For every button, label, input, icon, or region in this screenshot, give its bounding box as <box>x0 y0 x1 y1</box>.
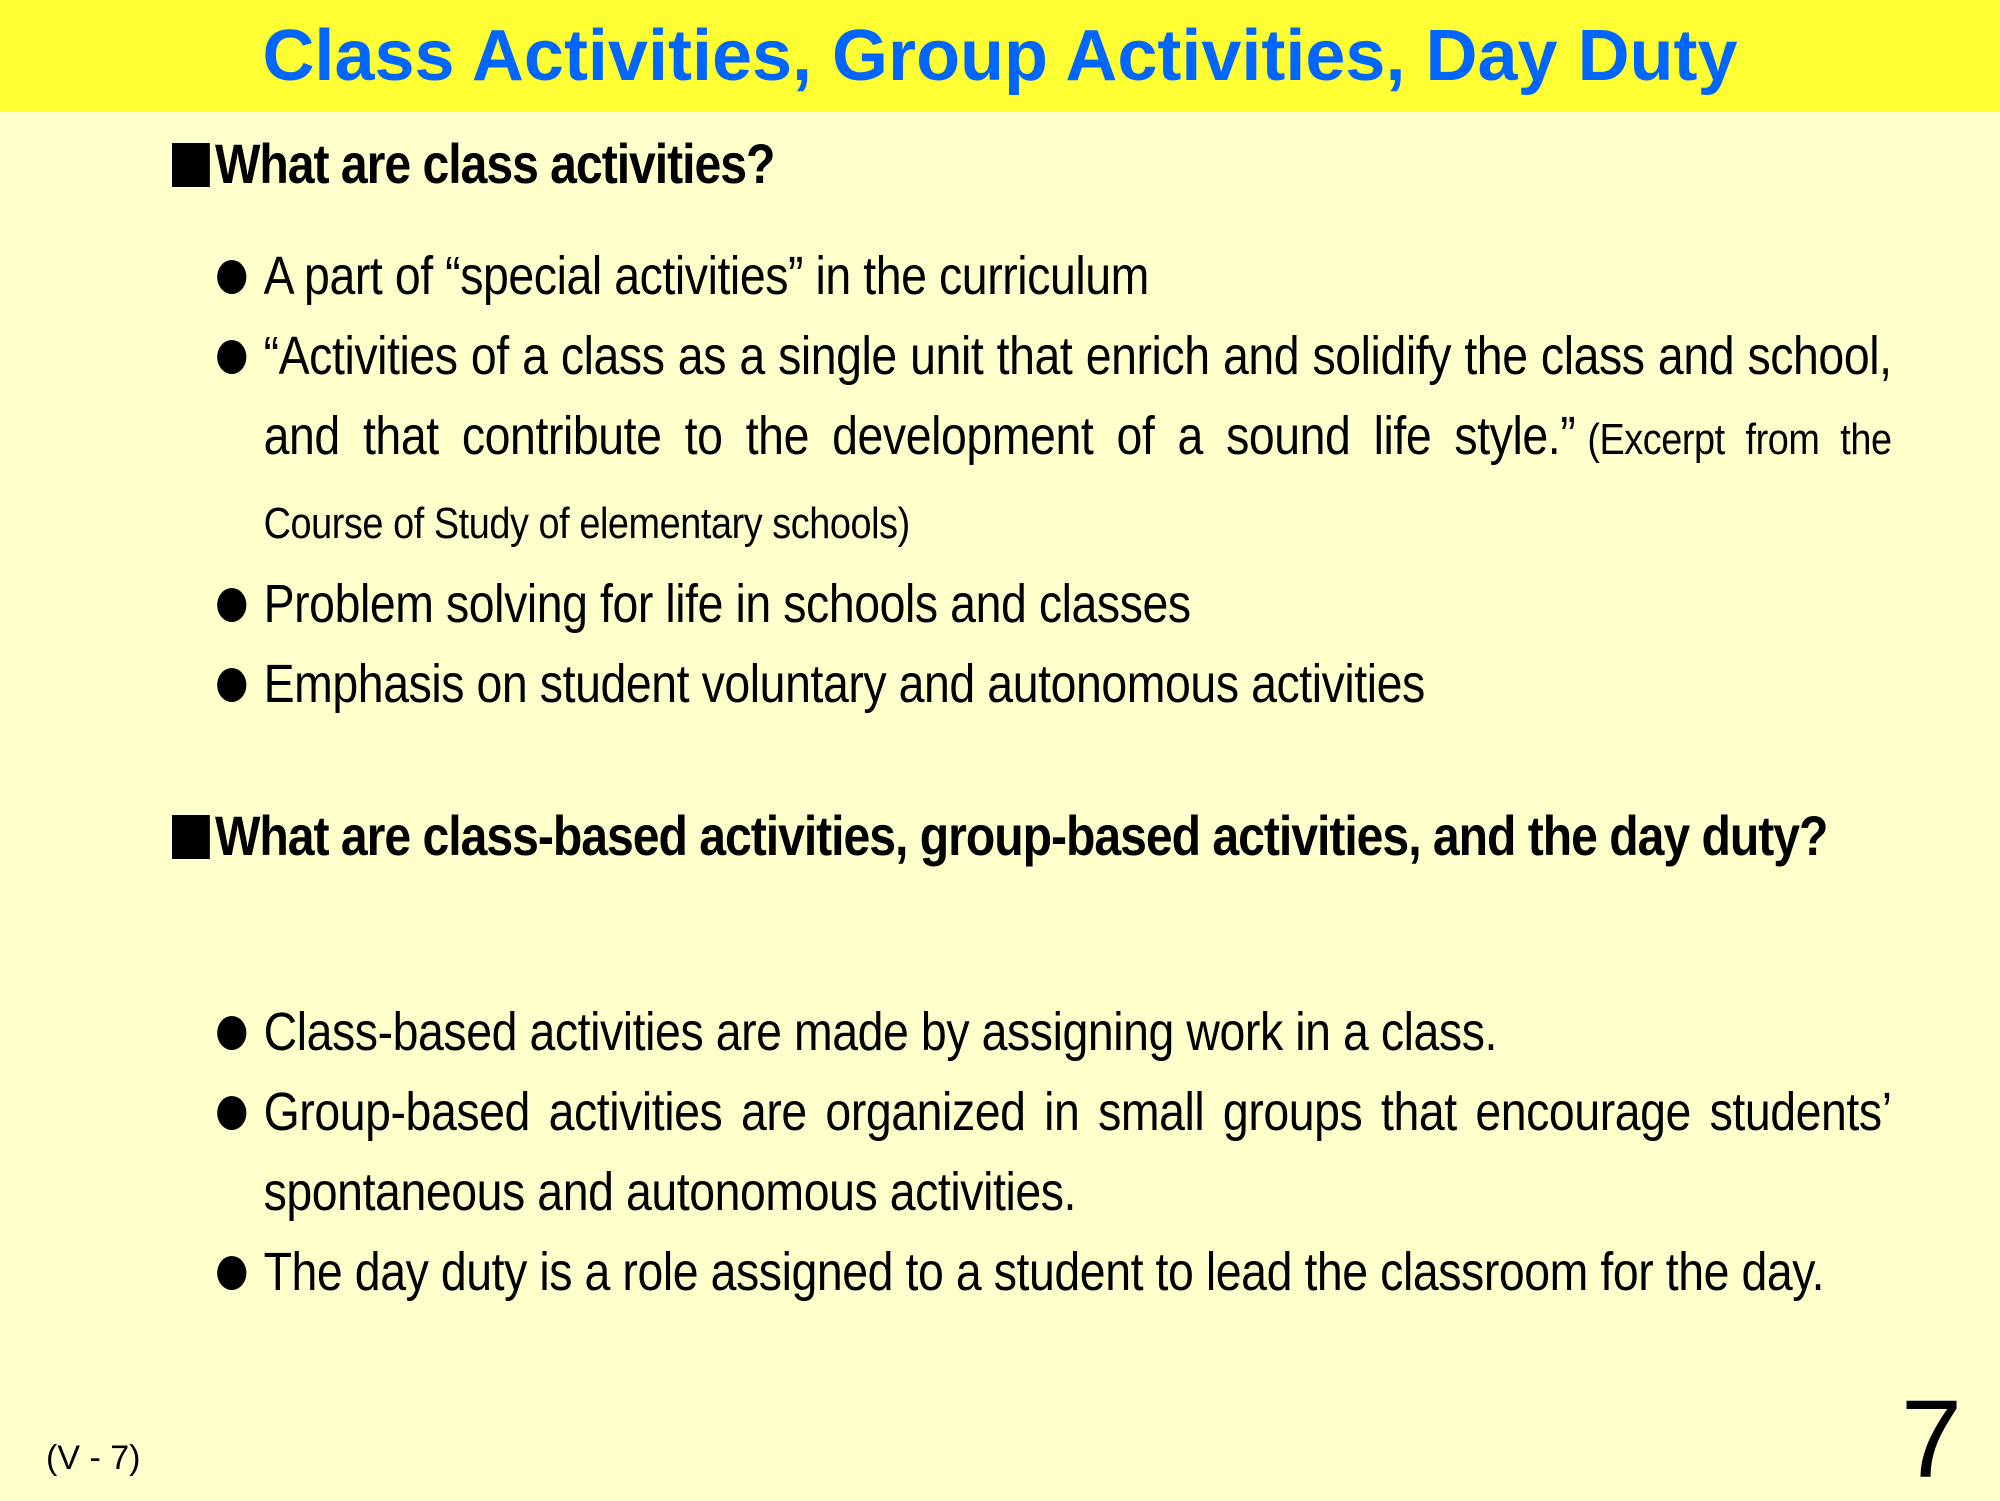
section1-heading-text: What are class activities? <box>215 132 775 195</box>
black-circle-icon <box>217 340 246 374</box>
black-circle-icon <box>217 260 246 294</box>
title-bar <box>0 0 2000 112</box>
section1-bullet-3 <box>212 564 1892 644</box>
page-number: 7 <box>1900 1378 1962 1501</box>
black-square-icon <box>172 815 210 859</box>
bullet-text: Class-based activities are made by assigning work in a class. <box>263 1002 1497 1062</box>
black-circle-icon <box>217 668 246 702</box>
bullet-text: “Activities of a class as a single unit that enrich and solidify the class and school, and that contribute to the development of a sound life style.” <box>263 326 1892 466</box>
section2-bullet-1 <box>212 992 1892 1072</box>
black-circle-icon <box>217 1016 246 1050</box>
section2-bullet-2 <box>212 1072 1892 1232</box>
black-circle-icon <box>217 1256 246 1290</box>
section1-bullet-4 <box>212 644 1892 724</box>
section1-heading <box>172 124 1651 204</box>
section2-bullet-list <box>212 992 1892 1312</box>
black-circle-icon <box>217 588 246 622</box>
black-circle-icon <box>217 1096 246 1130</box>
bullet-note: (Excerpt from the Course of Study of elementary schools) <box>263 415 1892 548</box>
slide-code: (V - 7) <box>46 1439 141 1477</box>
bullet-text: The day duty is a role assigned to a student to lead the classroom for the day. <box>263 1242 1825 1302</box>
section1-bullet-list <box>212 236 1892 724</box>
bullet-text: Group-based activities are organized in small groups that encourage students’ spontaneous and autonomous activities. <box>263 1082 1892 1222</box>
bullet-text: Emphasis on student voluntary and autonomous activities <box>263 654 1425 714</box>
black-square-icon <box>172 143 210 187</box>
bullet-text: Problem solving for life in schools and classes <box>263 574 1191 634</box>
section2-heading-text: What are class-based activities, group-based activities, and the day duty? <box>215 804 1828 867</box>
section1-bullet-2 <box>212 316 1892 564</box>
section1-bullet-1 <box>212 236 1892 316</box>
bullet-text: A part of “special activities” in the curriculum <box>263 246 1149 306</box>
section2-bullet-3 <box>212 1232 1892 1312</box>
slide-title: Class Activities, Group Activities, Day Duty <box>262 16 1738 96</box>
section2-heading <box>172 796 1918 876</box>
